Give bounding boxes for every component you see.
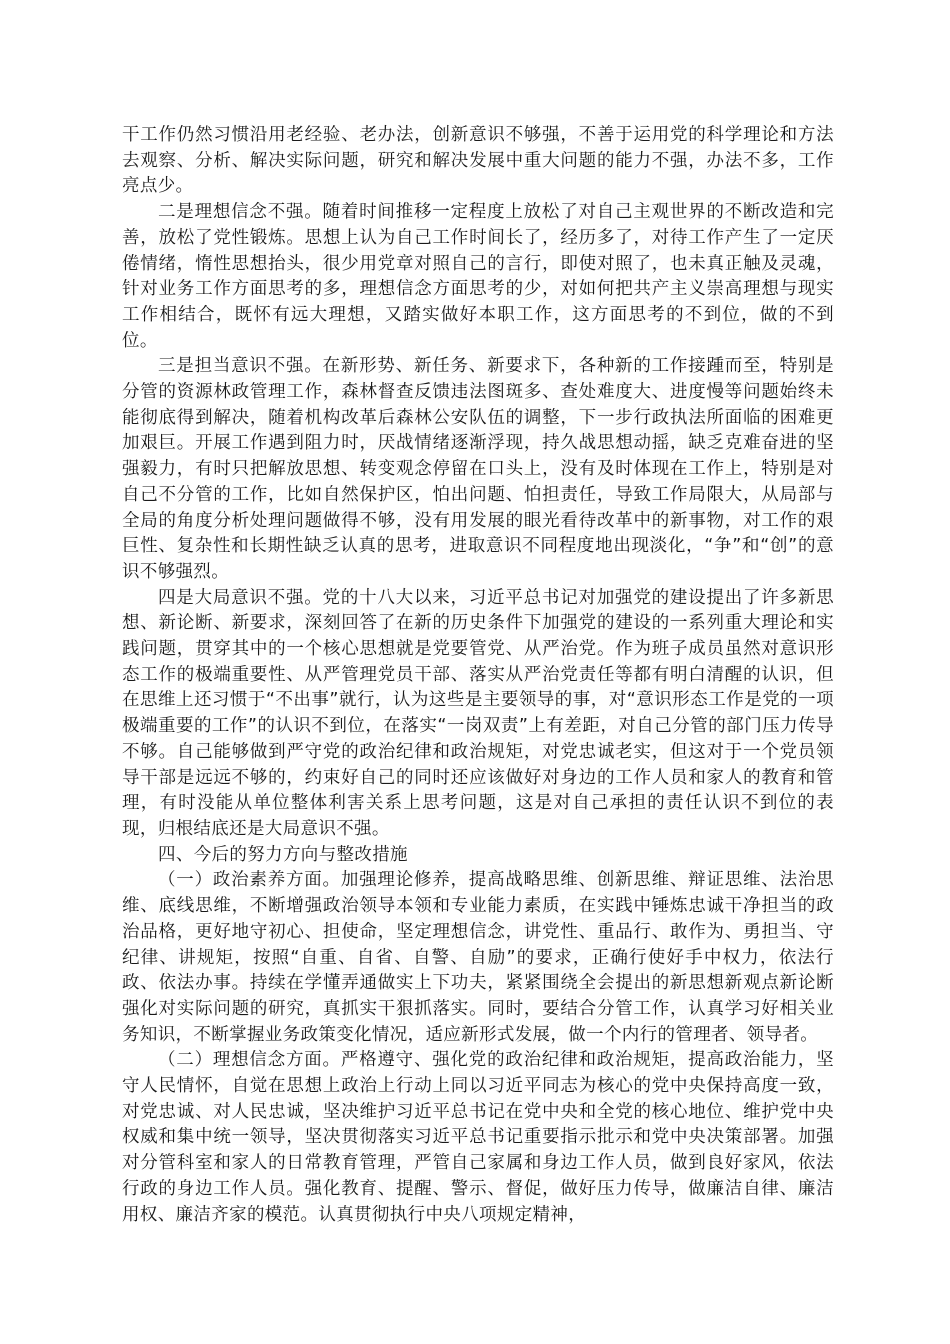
- paragraph-overall-awareness: 四是大局意识不强。党的十八大以来，习近平总书记对加强党的建设提出了许多新思想、新论断、新要求，深刻回答了在新的历史条件下加强党的建设的一系列重大理论和实践问题，贯穿其中的一个核心思想就是党要管党、从严治党。作为班子成员虽然对意识形态工作的极端重要性、从严管理党员干部、落实从严治党责任等都有明白清醒的认识，但在思维上还习惯于“不出事”就行，认为这些是主要领导的事，对“意识形态工作是党的一项极端重要的工作”的认识不到位，在落实“一岗双责”上有差距，对自己分管的部门压力传导不够。自己能够做到严守党的政治纪律和政治规矩，对党忠诚老实，但这对于一个党员领导干部是远远不够的，约束好自己的同时还应该做好对身边的工作人员和家人的教育和管理，有时没能从单位整体利害关系上思考问题，这是对自己承担的责任认识不到位的表现，归根结底还是大局意识不强。: [122, 587, 834, 839]
- paragraph-ideals-measures: （二）理想信念方面。严格遵守、强化党的政治纪律和政治规矩，提高政治能力，坚守人民情怀，自觉在思想上政治上行动上同以习近平同志为核心的党中央保持高度一致，对党忠诚、对人民忠诚，坚决维护习近平总书记在党中央和全党的核心地位、维护党中央权威和集中统一领导，坚决贯彻落实习近平总书记重要指示批示和党中央决策部署。加强对分管科室和家人的日常教育管理，严管自己家属和身边工作人员，做到良好家风，依法行政的身边工作人员。强化教育、提醒、警示、督促，做好压力传导，做廉洁自律、廉洁用权、廉洁齐家的模范。认真贯彻执行中央八项规定精神，: [122, 1050, 834, 1225]
- paragraph-ideals-belief: 二是理想信念不强。随着时间推移一定程度上放松了对自己主观世界的不断改造和完善，放松了党性锻炼。思想上认为自己工作时间长了，经历多了，对待工作产生了一定厌倦情绪，惰性思想抬头，很少用党章对照自己的言行，即使对照了，也未真正触及灵魂，针对业务工作方面思考的多，理想信念方面思考的少，对如何把共产主义崇高理想与现实工作相结合，既怀有远大理想，又踏实做好本职工作，这方面思考的不到位，做的不到位。: [122, 202, 834, 351]
- paragraph-political-quality: （一）政治素养方面。加强理论修养，提高战略思维、创新思维、辩证思维、法治思维、底线思维，不断增强政治领导本领和专业能力素质，在实践中锤炼忠诚干净担当的政治品格，更好地守初心、担使命，坚定理想信念，讲党性、重品行、敢作为、勇担当、守纪律、讲规矩，按照“自重、自省、自警、自励”的要求，正确行使好手中权力，依法行政、依法办事。持续在学懂弄通做实上下功夫，紧紧围绕全会提出的新思想新观点新论断强化对实际问题的研究，真抓实干狠抓落实。同时，要结合分管工作，认真学习好相关业务知识，不断掌握业务政策变化情况，适应新形式发展，做一个内行的管理者、领导者。: [122, 870, 834, 1045]
- section-heading: 四、今后的努力方向与整改措施: [158, 844, 408, 865]
- document-page: [122, 123, 834, 1228]
- paragraph-continuation: 干工作仍然习惯沿用老经验、老办法，创新意识不够强，不善于运用党的科学理论和方法去观察、分析、解决实际问题，研究和解决发展中重大问题的能力不强，办法不多，工作亮点少。: [122, 125, 834, 197]
- paragraph-responsibility: 三是担当意识不强。在新形势、新任务、新要求下，各种新的工作接踵而至，特别是分管的资源林政管理工作，森林督查反馈违法图斑多、查处难度大、进度慢等问题始终未能彻底得到解决，随着机构改革后森林公安队伍的调整，下一步行政执法所面临的困难更加艰巨。开展工作遇到阻力时，厌战情绪逐渐浮现，持久战思想动摇，缺乏克难奋进的坚强毅力，有时只把解放思想、转变观念停留在口头上，没有及时体现在工作上，特别是对自己不分管的工作，比如自然保护区，怕出问题、怕担责任，导致工作局限大，从局部与全局的角度分析处理问题做得不够，没有用发展的眼光看待改革中的新事物，对工作的艰巨性、复杂性和长期性缺乏认真的思考，进取意识不同程度地出现淡化，“争”和“创”的意识不够强烈。: [122, 356, 834, 582]
